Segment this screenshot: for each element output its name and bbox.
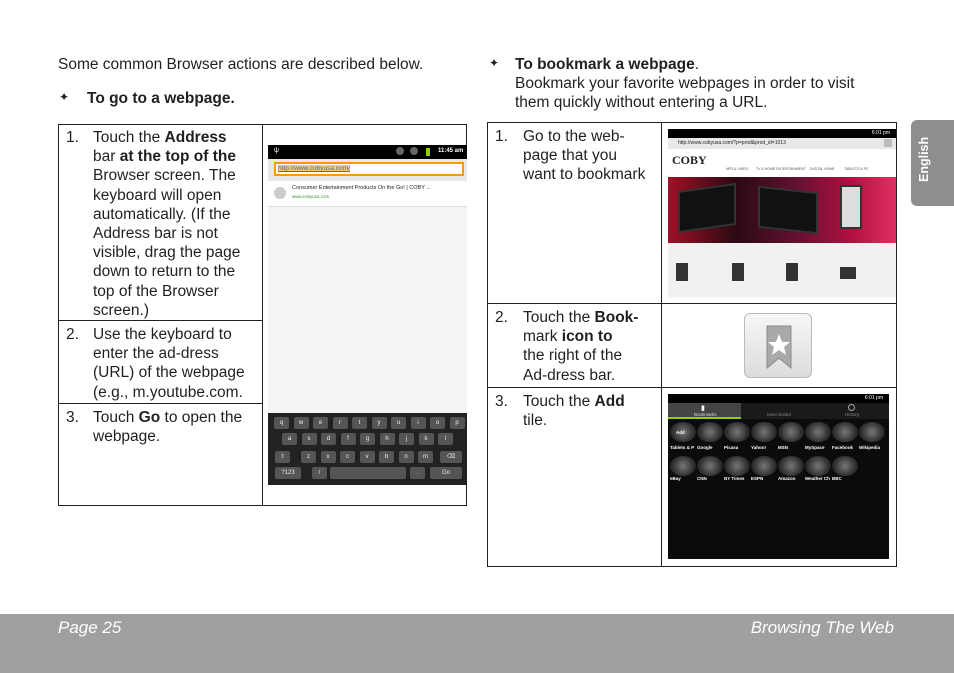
bookmark-tile-label: Weather Ch	[805, 476, 830, 481]
keyboard-key[interactable]: b	[379, 451, 394, 463]
signal-icon	[410, 147, 418, 155]
section-heading-go: To go to a webpage.	[87, 90, 235, 107]
bookmark-tile[interactable]	[805, 422, 831, 442]
bookmark-tile-label: NY Times	[724, 476, 745, 481]
site-nav-item[interactable]: DIGITAL HOME	[810, 167, 835, 171]
left-table-divider-h1	[58, 320, 263, 321]
section-heading-bookmark	[515, 55, 699, 74]
step-number: 2.	[495, 309, 508, 326]
step-line-segment: enter the ad-dress	[93, 345, 219, 363]
shift-key[interactable]: ⇧	[275, 451, 290, 463]
product-thumb	[786, 263, 798, 281]
coby-website-screenshot	[668, 129, 896, 297]
product-thumb	[840, 267, 856, 279]
bookmark-tile[interactable]	[778, 456, 804, 476]
keyboard-key[interactable]: e	[313, 417, 328, 429]
step-line-segment: visible, drag the page	[93, 244, 241, 262]
bookmark-tile[interactable]	[724, 456, 750, 476]
step-text	[523, 127, 645, 185]
dot-key[interactable]: .	[410, 467, 425, 479]
step-line	[93, 128, 240, 147]
language-tab	[911, 120, 954, 206]
keyboard-key[interactable]: s	[302, 433, 317, 445]
site-nav-item[interactable]: MP3 & VIDEO	[726, 167, 749, 171]
space-key[interactable]	[330, 467, 406, 479]
step-line	[523, 327, 638, 346]
step-line-segment: automatically. (If the	[93, 205, 231, 223]
step-text	[93, 128, 240, 320]
intro-text: Some common Browser actions are described below.	[58, 56, 424, 73]
step-number: 1.	[495, 128, 508, 145]
step-line-segment: Touch	[93, 409, 139, 426]
wifi-icon	[396, 147, 404, 155]
bookmark-tile-label: ESPN	[751, 476, 764, 481]
keyboard-key[interactable]: p	[450, 417, 465, 429]
keyboard-key[interactable]: y	[372, 417, 387, 429]
step-line	[93, 363, 245, 382]
bookmark-tile-label: Google	[697, 445, 713, 450]
hero-banner	[668, 177, 896, 243]
suggestion-row[interactable]	[268, 181, 467, 207]
product-thumb	[732, 263, 744, 281]
bookmark-tile[interactable]	[751, 456, 777, 476]
step-line	[93, 408, 242, 427]
suggestion-url: www.cobyusa.com	[292, 194, 330, 199]
right-table-divider-h2	[487, 387, 897, 388]
browser-keyboard-screenshot	[268, 145, 467, 485]
bookmark-tile[interactable]	[697, 422, 723, 442]
bookmark-tile-label: BBC	[832, 476, 842, 481]
step-line	[523, 127, 645, 146]
step-line	[93, 383, 245, 402]
address-url: http://www.cobyusa.com/?p=prod&prod_id=1013	[678, 140, 786, 146]
product-strip	[668, 243, 896, 297]
step-line-segment: Go to the web-	[523, 128, 625, 145]
keyboard-key[interactable]: r	[333, 417, 348, 429]
bookmark-tile-label: eBay	[670, 476, 681, 481]
bookmark-intro-line-2: them quickly without entering a URL.	[515, 94, 768, 111]
keyboard-key[interactable]: m	[418, 451, 433, 463]
address-bar[interactable]	[274, 162, 464, 176]
step-line-segment: Address bar is not	[93, 225, 218, 243]
step-line-segment: Book-	[594, 309, 639, 326]
language-tab-label: English	[917, 136, 931, 182]
tab-history-label: History	[845, 412, 860, 417]
bookmark-heading-period: .	[694, 56, 700, 73]
keyboard-key[interactable]: q	[274, 417, 289, 429]
go-key[interactable]: Go	[430, 467, 462, 479]
bookmark-tile-label: Facebook	[832, 445, 854, 450]
history-icon	[848, 404, 855, 411]
step-line	[523, 165, 645, 184]
step-line-segment: Address	[164, 129, 227, 146]
status-bar	[268, 145, 467, 159]
keyboard-key[interactable]: x	[321, 451, 336, 463]
step-line-segment: mark	[523, 328, 558, 346]
bookmark-button-screenshot	[744, 313, 812, 378]
bookmark-tile[interactable]	[778, 422, 804, 442]
keyboard-key[interactable]: w	[294, 417, 309, 429]
bookmark-tile-label: MySpace	[805, 445, 825, 450]
step-line	[93, 325, 245, 344]
step-line	[523, 366, 638, 385]
bookmark-icon[interactable]	[745, 314, 812, 378]
right-table-divider-h1	[487, 303, 897, 304]
keyboard-key[interactable]: z	[301, 451, 316, 463]
keyboard-key[interactable]: t	[352, 417, 367, 429]
bookmark-tile[interactable]	[670, 456, 696, 476]
bullet-star-icon: ✦	[59, 90, 70, 104]
status-time: 6:01 pm	[864, 395, 883, 401]
tab-bookmarks-label: Bookmarks	[694, 412, 717, 417]
bookmark-tile[interactable]	[751, 422, 777, 442]
left-table-divider-v	[262, 124, 263, 506]
status-bar	[668, 129, 896, 138]
step-line-segment: Touch the	[523, 309, 595, 326]
step-line-segment: the right of the	[523, 347, 623, 365]
step-line-segment: Use the keyboard to	[93, 326, 232, 343]
bookmark-tile-label: CNN	[697, 476, 707, 481]
step-line	[93, 344, 245, 363]
product-thumb	[676, 263, 688, 281]
bookmark-tile[interactable]	[805, 456, 831, 476]
step-number: 2.	[66, 326, 79, 343]
address-bar[interactable]	[668, 138, 896, 149]
step-line	[523, 346, 638, 365]
step-line-segment: tile.	[523, 412, 548, 430]
bookmark-tile-label: Yahoo!	[751, 445, 767, 450]
usb-icon: ψ	[274, 147, 279, 154]
keyboard	[268, 413, 467, 485]
keyboard-key[interactable]: i	[411, 417, 426, 429]
suggestion-title: Consumer Entertainment Products On the Go! | COBY ...	[292, 185, 431, 191]
tablet-image	[840, 185, 862, 229]
battery-icon	[426, 148, 430, 156]
keyboard-key[interactable]: o	[430, 417, 445, 429]
step-line	[93, 427, 242, 446]
keyboard-key[interactable]: f	[341, 433, 356, 445]
step-line-segment: want to bookmark	[523, 166, 646, 184]
keyboard-key[interactable]: a	[282, 433, 297, 445]
step-text	[93, 325, 245, 402]
step-line	[93, 282, 240, 301]
coby-logo: COBY	[672, 153, 707, 167]
bookmark-tile[interactable]	[832, 456, 858, 476]
add-tile-label: Add	[676, 430, 685, 435]
bookmark-tile[interactable]	[832, 422, 858, 442]
slash-key[interactable]: /	[312, 467, 327, 479]
step-line-segment: top of the Browser	[93, 282, 219, 300]
step-line-segment: down to return to the	[93, 263, 236, 281]
tab-bookmarks[interactable]	[668, 403, 741, 419]
bookmark-tile[interactable]	[859, 422, 885, 442]
tab-history[interactable]	[815, 403, 889, 419]
step-text	[523, 308, 638, 385]
step-line-segment: Go	[138, 409, 161, 426]
tablet-image	[678, 183, 736, 233]
status-time: 11:45 am	[438, 148, 464, 154]
step-line	[93, 205, 240, 224]
status-bar	[668, 394, 889, 403]
step-line	[93, 243, 240, 262]
bookmark-heading-text: To bookmark a webpage	[515, 56, 695, 73]
keyboard-key[interactable]: d	[321, 433, 336, 445]
bookmark-tile[interactable]	[697, 456, 723, 476]
keyboard-key[interactable]: g	[360, 433, 375, 445]
step-line-segment: to open the	[160, 409, 243, 426]
address-url: http://www.cobyusa.com/	[278, 165, 350, 172]
step-line	[93, 301, 240, 320]
step-line-segment: (e.g., m.youtube.com.	[93, 383, 243, 401]
step-line-segment: screen.)	[93, 301, 149, 319]
keyboard-key[interactable]: v	[360, 451, 375, 463]
step-line-segment: Ad-dress bar.	[523, 366, 616, 384]
step-line	[523, 411, 625, 430]
step-line	[93, 262, 240, 281]
keyboard-key[interactable]: l	[438, 433, 453, 445]
keyboard-key[interactable]: j	[399, 433, 414, 445]
keyboard-key[interactable]: h	[380, 433, 395, 445]
step-line-segment: at the top of the	[115, 148, 236, 166]
step-line-segment: (URL) of the webpage	[93, 364, 245, 382]
step-line	[93, 147, 240, 166]
status-time: 6:01 pm	[871, 130, 890, 136]
bookmark-tile[interactable]	[724, 422, 750, 442]
bookmark-tile-label: MSN	[778, 445, 788, 450]
step-line	[523, 146, 645, 165]
bookmark-tile-label: Amazon	[778, 476, 796, 481]
step-text	[93, 408, 242, 446]
step-line-segment: Touch the	[93, 129, 165, 146]
bookmark-tile-label: Wikipedia	[859, 445, 880, 450]
bookmark-tile-label: Tablets & P	[670, 445, 695, 450]
bookmark-tab-icon: ▮	[701, 405, 705, 412]
bookmark-star-icon[interactable]	[884, 139, 892, 147]
step-line-segment: page that you	[523, 147, 617, 165]
num-key[interactable]: ?123	[275, 467, 301, 479]
step-line-segment: Touch the	[523, 393, 595, 410]
step-text	[523, 392, 625, 430]
blank-page	[268, 207, 467, 413]
step-line-segment: icon to	[557, 328, 613, 346]
page-footer	[0, 614, 954, 673]
page-number: Page 25	[58, 618, 122, 637]
tablet-image	[758, 186, 818, 234]
section-title: Browsing The Web	[750, 618, 894, 637]
site-nav-item[interactable]: TABLETS & PC	[844, 167, 869, 171]
step-line	[523, 308, 638, 327]
bookmarks-screen-screenshot	[668, 394, 889, 559]
keyboard-key[interactable]: k	[419, 433, 434, 445]
step-line	[93, 166, 240, 185]
bookmark-intro-line-1: Bookmark your favorite webpages in order to visit	[515, 75, 855, 92]
step-line	[523, 392, 625, 411]
right-table-divider-v	[661, 122, 662, 567]
keyboard-key[interactable]: u	[391, 417, 406, 429]
step-line	[93, 224, 240, 243]
keyboard-key[interactable]: c	[340, 451, 355, 463]
keyboard-key[interactable]: n	[399, 451, 414, 463]
step-line-segment: webpage.	[93, 428, 161, 446]
tab-most-visited-label: Most visited	[767, 412, 791, 417]
step-line	[93, 186, 240, 205]
left-table-divider-h2	[58, 403, 263, 404]
site-header	[668, 149, 896, 177]
tab-most-visited[interactable]	[741, 403, 815, 419]
step-number: 3.	[495, 393, 508, 410]
backspace-key[interactable]: ⌫	[440, 451, 462, 463]
step-line-segment: Browser screen. The	[93, 167, 236, 185]
step-number: 3.	[66, 409, 79, 426]
step-number: 1.	[66, 129, 79, 146]
bookmark-tile-label: Picasa	[724, 445, 739, 450]
site-nav-item[interactable]: TV & HOME ENTERTAINMENT	[756, 167, 806, 171]
globe-icon	[274, 187, 286, 199]
bullet-star-icon: ✦	[489, 56, 500, 70]
step-line-segment: bar	[93, 148, 116, 166]
step-line-segment: keyboard will open	[93, 186, 222, 204]
step-line-segment: Add	[594, 393, 625, 410]
